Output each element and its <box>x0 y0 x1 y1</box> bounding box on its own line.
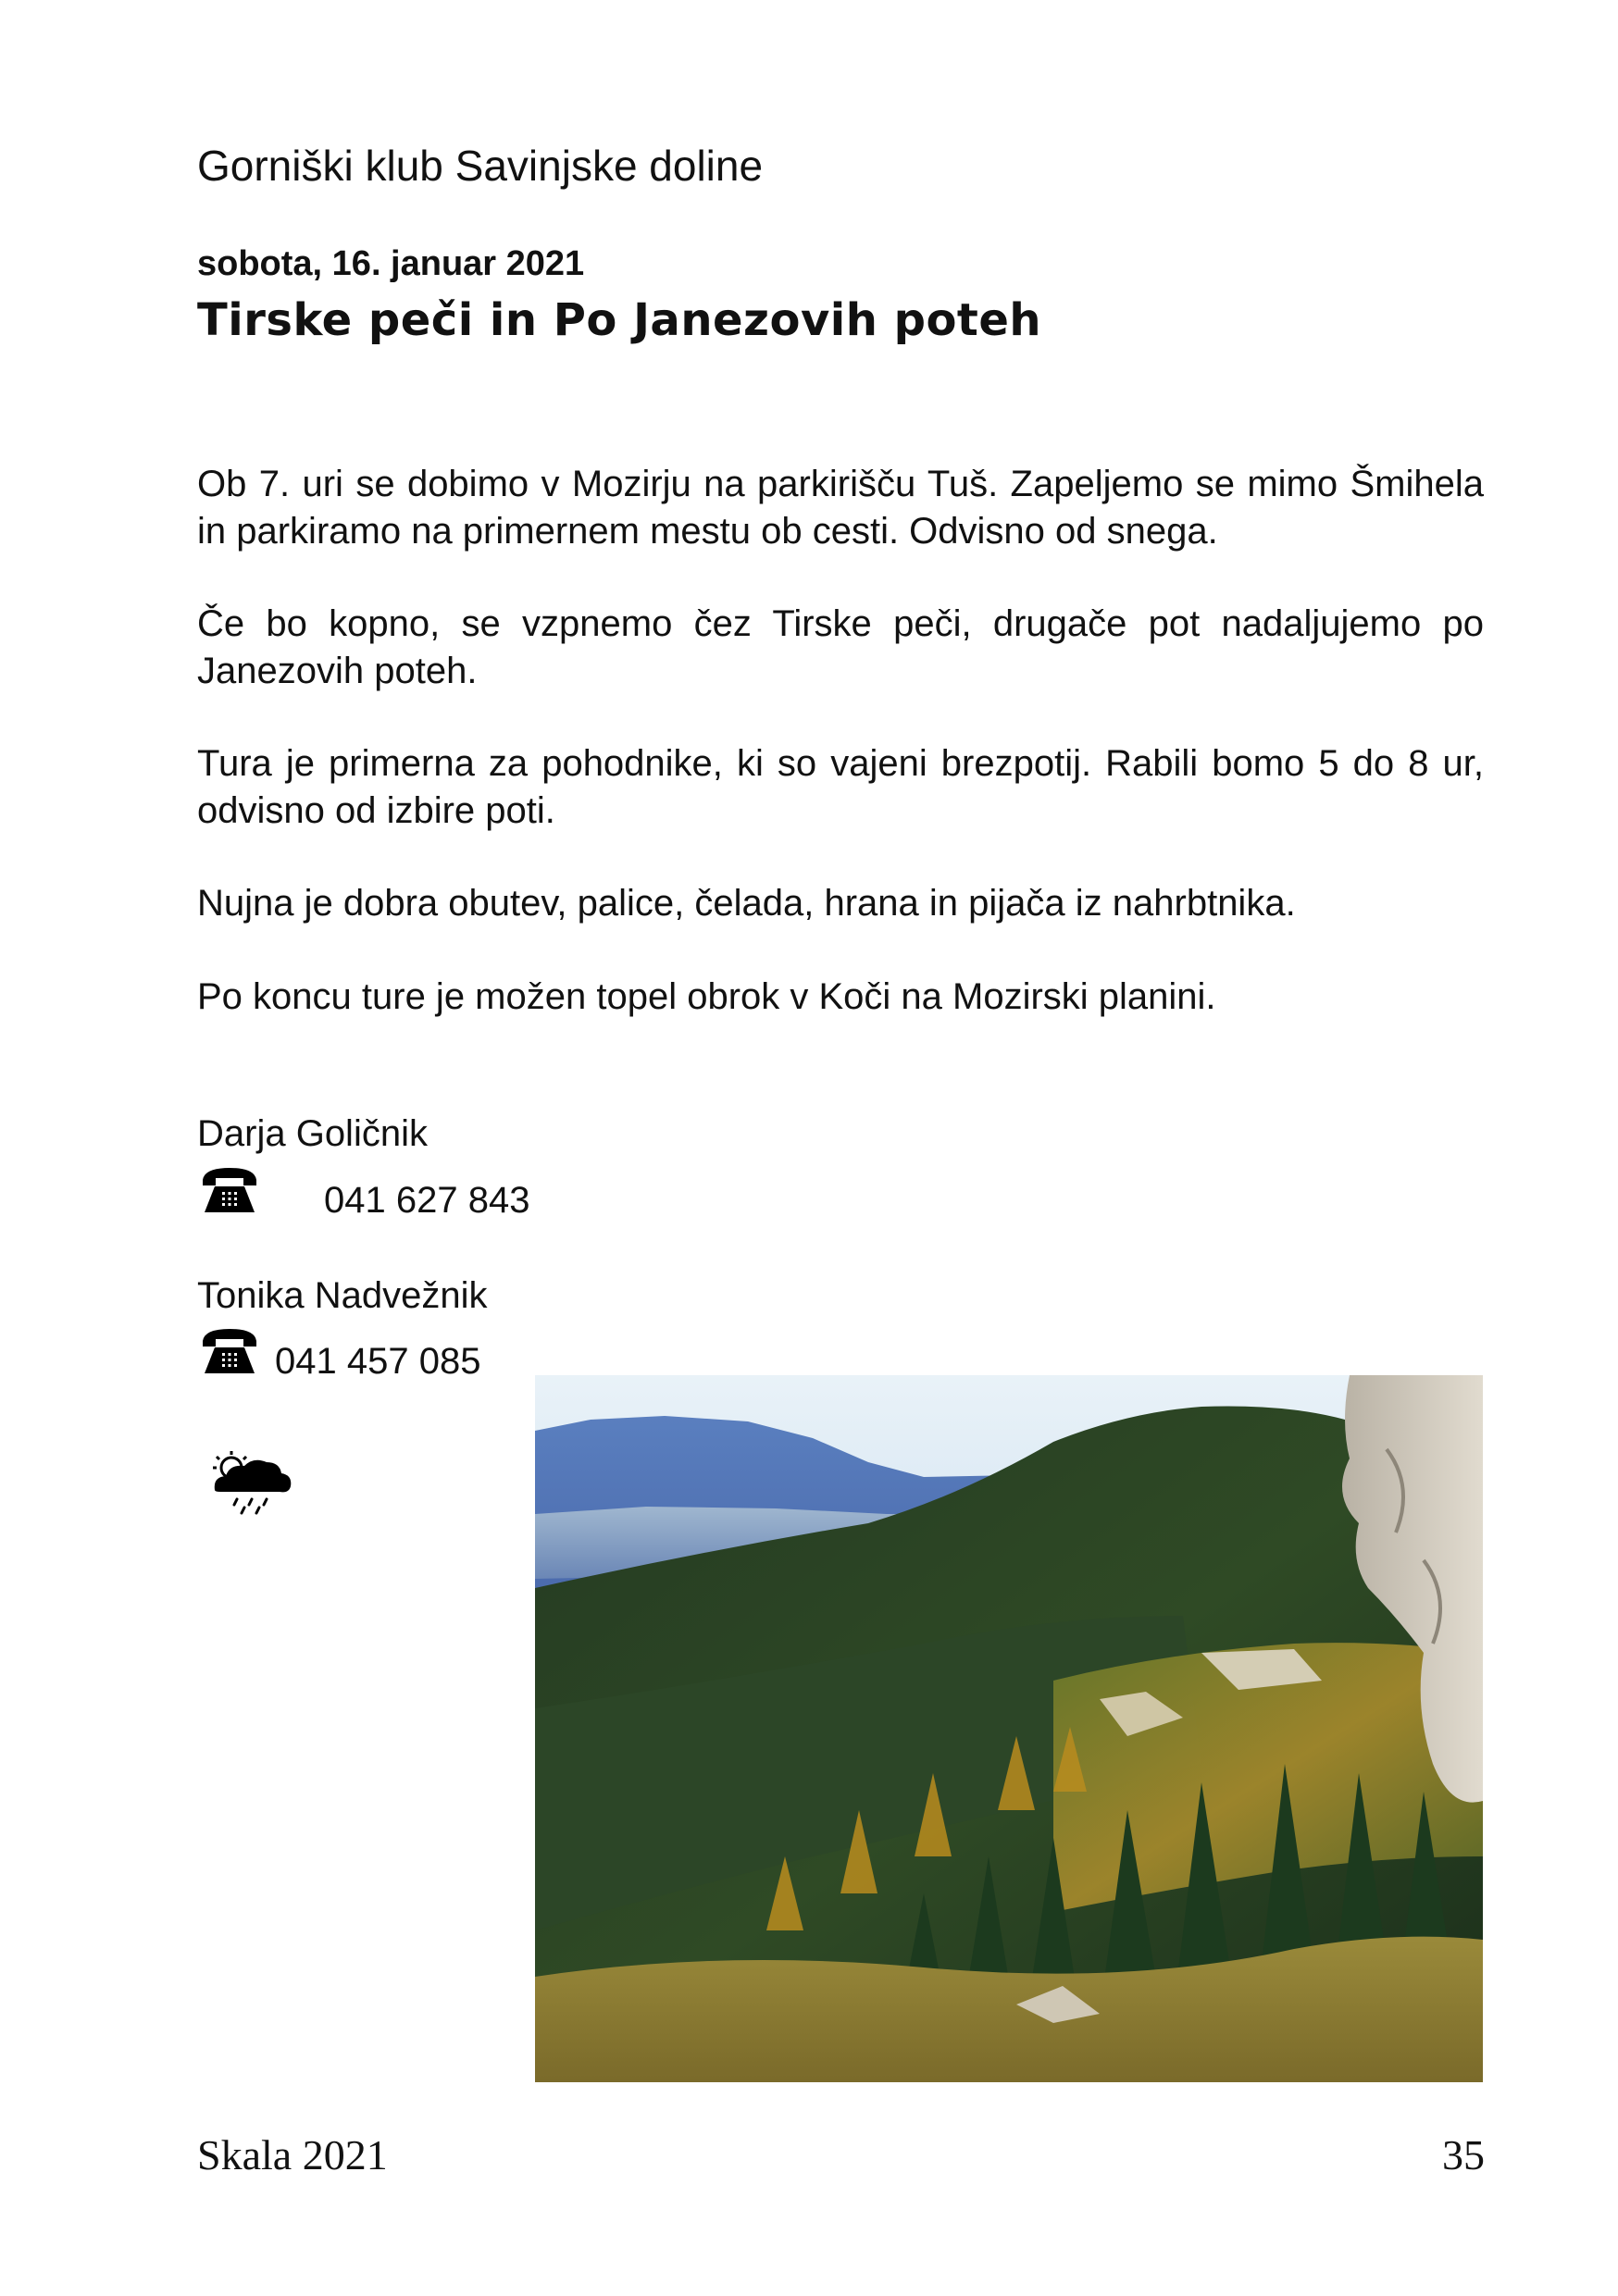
paragraph-difficulty: Tura je primerna za pohodnike, ki so vajeni brezpotij. Rabili bomo 5 do 8 ur, odvisno od izbire poti. <box>197 743 1484 831</box>
contact-name: Darja Goličnik <box>197 1113 428 1154</box>
event-title: Tirske peči in Po Janezovih poteh <box>197 294 1042 346</box>
paragraph-equipment: Nujna je dobra obutev, palice, čelada, hrana in pijača iz nahrbtnika. <box>197 883 1296 924</box>
mountain-landscape-photo <box>535 1375 1483 2082</box>
contact-phone: 041 457 085 <box>275 1341 481 1382</box>
contact-name: Tonika Nadvežnik <box>197 1275 488 1316</box>
paragraph-meeting: Ob 7. uri se dobimo v Mozirju na parkirišču Tuš. Zapeljemo se mimo Šmihela in parkiramo na primernem mestu ob cesti. Odvisno od snega. <box>197 464 1484 552</box>
page-number: 35 <box>1442 2131 1485 2178</box>
paragraph-route: Če bo kopno, se vzpnemo čez Tirske peči, drugače pot nadaljujemo po Janezovih poteh. <box>197 603 1484 691</box>
club-name: Gorniški klub Savinjske doline <box>197 142 764 190</box>
publication-name: Skala 2021 <box>197 2131 388 2178</box>
paragraph-meal: Po koncu ture je možen topel obrok v Koči na Mozirski planini. <box>197 976 1216 1017</box>
event-date: sobota, 16. januar 2021 <box>197 244 585 283</box>
contact-phone: 041 627 843 <box>324 1180 530 1221</box>
telephone-icon <box>199 1325 260 1377</box>
cloud-rain-icon <box>205 1449 294 1518</box>
telephone-icon <box>199 1164 260 1216</box>
